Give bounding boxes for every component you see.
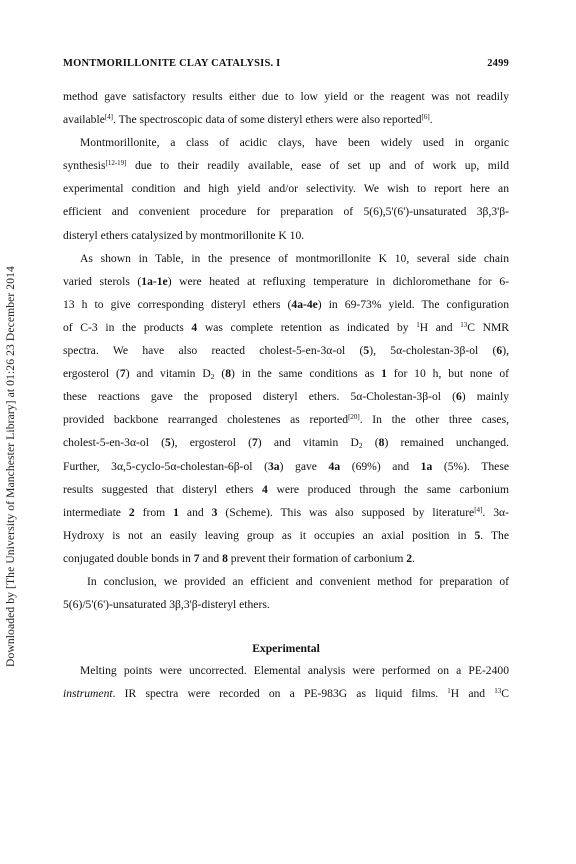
text-line: provided backbone rearranged cholestenes as reported[20]. In the other three cases, [63,413,509,427]
text-line: As shown in Table, in the presence of montmorillonite K 10, several side chain [80,251,509,265]
text-line: intermediate 2 from 1 and 3 (Scheme). This was also supposed by literature[4]. 3α- [63,505,509,519]
text-line: spectra. We have also reacted cholest-5-en-3α-ol (5), 5α-cholestan-3β-ol (6), [63,344,509,358]
text-line: 5(6)/5'(6')-unsaturated 3β,3'β-disteryl ethers. [63,598,270,612]
text-line: method gave satisfactory results either due to low yield or the reagent was not readily [63,90,509,103]
text-line: of C-3 in the products 4 was complete retention as indicated by $^1$H and $^{13}$C NMR [63,320,509,334]
paragraph-conclusion [63,570,509,616]
text-line: results suggested that disteryl ethers 4 were produced through the same carbonium [63,482,509,496]
text-line: Hydroxy is not an easily leaving group as it occupies an axial position in 5. The [63,528,509,542]
text-line: disteryl ethers catalysized by montmorillonite K 10. [63,228,305,242]
text-line: varied sterols (1a-1e) were heated at refluxing temperature in dichloromethane for 6- [63,274,509,288]
text-line: experimental condition and high yield and/or selectivity. We wish to report here an [63,182,509,196]
paragraph-experimental [63,659,509,705]
text-line: instrument. IR spectra were recorded on a PE-983G as liquid films. $^1$H and $^{13}$C [63,687,509,701]
download-notice-text: Downloaded by [The University of Manchester Library] at 01:26 23 December 2014 [4,266,17,667]
text-line: Melting points were uncorrected. Elemental analysis were performed on a PE-2400 [80,664,509,678]
text-line: 13 h to give corresponding disteryl ethers (4a-4e) in 69-73% yield. The configuration [63,297,509,311]
paragraph-montmorillonite [63,131,509,246]
paper-page [63,58,509,705]
text-line: ergosterol (7) and vitamin $D_2$ (8) in the same conditions as 1 for 10 h, but none of [63,367,509,382]
text-line: In conclusion, we provided an efficient and convenient method for preparation of [87,574,509,588]
page-number: 2499 [487,58,509,69]
paragraph-intro-continued [63,85,509,131]
text-line: Further, 3α,5-cyclo-5α-cholestan-6β-ol (3a) gave 4a (69%) and 1a (5%). These [63,459,509,473]
text-line: these reactions gave the proposed disteryl ethers. 5α-Cholestan-3β-ol (6) mainly [63,390,509,404]
running-header [63,58,509,69]
text-line: cholest-5-en-3α-ol (5), ergosterol (7) and vitamin $D_2$ (8) remained unchanged. [63,436,510,451]
text-line: synthesis[12-19] due to their readily available, ease of set up and of work up, mild [63,159,509,173]
text-line: conjugated double bonds in 7 and 8 prevent their formation of carbonium 2. [63,551,415,565]
running-title: MONTMORILLONITE CLAY CATALYSIS. I [63,58,281,69]
text-line: Montmorillonite, a class of acidic clays, have been widely used in organic [80,136,509,150]
text-line: efficient and convenient procedure for preparation of 5(6),5'(6')-unsaturated 3β,3'β- [63,205,509,219]
text-line: available[4]. The spectroscopic data of some disteryl ethers were also reported[6]. [63,113,433,127]
paragraph-results [63,247,509,570]
section-heading-experimental: Experimental [252,642,320,656]
